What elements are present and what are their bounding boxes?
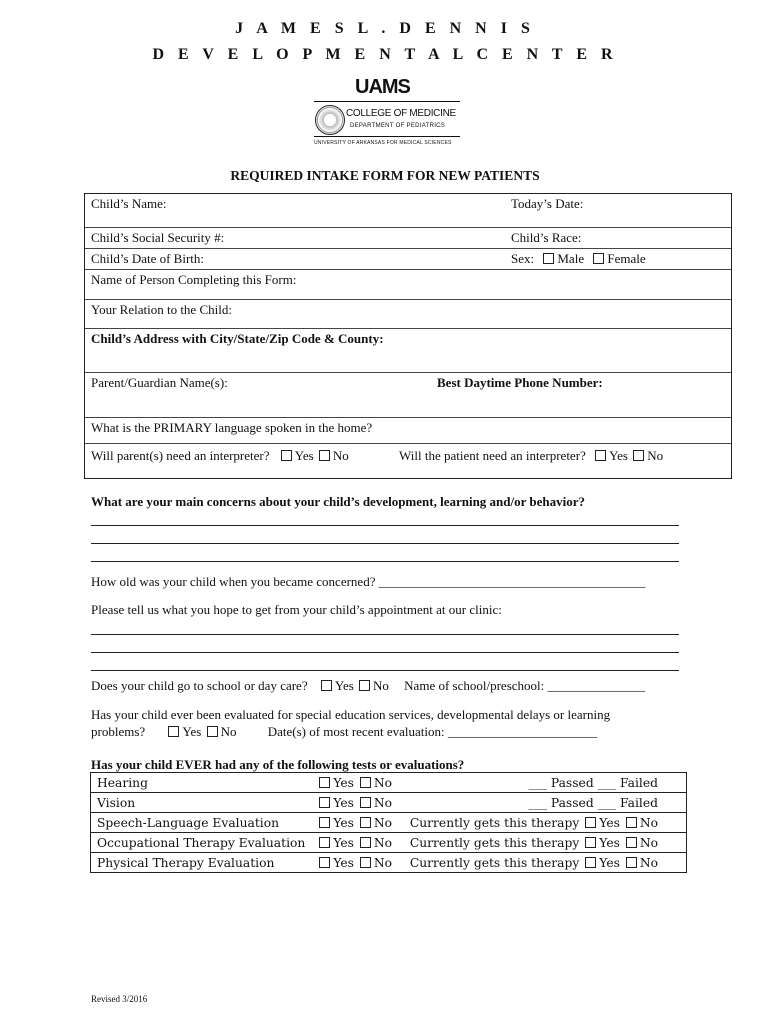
table-row <box>91 793 687 813</box>
ssn-label: Child’s Social Security #: <box>91 230 225 245</box>
row-child-name <box>85 194 731 228</box>
test-yes-no <box>311 813 404 833</box>
table-row <box>91 773 687 793</box>
test-yes-no <box>311 833 404 853</box>
yes-label: Yes <box>333 775 354 790</box>
row-dob <box>85 249 731 270</box>
yes-label: Yes <box>599 815 620 830</box>
test-status: ___ Passed ___ Failed <box>404 773 687 793</box>
test-name: Occupational Therapy Evaluation <box>91 833 312 853</box>
test-yes-checkbox[interactable] <box>319 837 330 848</box>
todays-date-label: Today’s Date: <box>511 196 584 211</box>
test-status <box>404 813 687 833</box>
parent-interpreter-field <box>91 448 349 464</box>
evaluated-question-line1: Has your child ever been evaluated for special education services, developmental delays or learning <box>91 707 611 722</box>
test-name: Speech-Language Evaluation <box>91 813 312 833</box>
yes-label: Yes <box>182 724 202 739</box>
no-label: No <box>332 448 349 463</box>
yes-label: Yes <box>333 835 354 850</box>
test-status <box>404 853 687 873</box>
sex-label: Sex: <box>511 251 535 266</box>
test-yes-checkbox[interactable] <box>319 817 330 828</box>
child-name-label: Child’s Name: <box>91 196 167 211</box>
test-yes-no <box>311 853 404 873</box>
yes-label: Yes <box>333 795 354 810</box>
logo-brand: UAMS <box>355 76 410 98</box>
test-yes-checkbox[interactable] <box>319 797 330 808</box>
no-label: No <box>373 815 393 830</box>
male-checkbox[interactable] <box>543 253 554 264</box>
test-no-checkbox[interactable] <box>360 857 371 868</box>
school-name-label: Name of school/preschool: _______________ <box>404 678 645 693</box>
table-row <box>91 833 687 853</box>
test-yes-no <box>311 773 404 793</box>
logo-university: UNIVERSITY OF ARKANSAS FOR MEDICAL SCIENCES <box>314 140 452 146</box>
therapy-yes-checkbox[interactable] <box>585 857 596 868</box>
therapy-label: Currently gets this therapy <box>409 815 580 830</box>
center-name-line1: J A M E S L . D E N N I S <box>235 20 535 37</box>
yes-label: Yes <box>294 448 314 463</box>
evaluated-label: problems? <box>91 724 146 739</box>
concerns-answer-line[interactable] <box>91 543 679 544</box>
center-name-line2: D E V E L O P M E N T A L C E N T E R <box>152 46 618 63</box>
therapy-label: Currently gets this therapy <box>409 835 580 850</box>
therapy-no-checkbox[interactable] <box>626 817 637 828</box>
yes-label: Yes <box>334 678 354 693</box>
dob-label: Child’s Date of Birth: <box>91 251 205 266</box>
logo-rule-bottom <box>314 136 460 137</box>
no-label: No <box>373 795 393 810</box>
yes-label: Yes <box>599 855 620 870</box>
form-title: REQUIRED INTAKE FORM FOR NEW PATIENTS <box>230 168 540 183</box>
therapy-no-checkbox[interactable] <box>626 857 637 868</box>
sex-field <box>511 251 646 267</box>
no-label: No <box>373 835 393 850</box>
row-interpreter <box>85 444 731 477</box>
seal-icon <box>315 105 345 135</box>
school-no-checkbox[interactable] <box>359 680 370 691</box>
evaluated-question-line2 <box>91 724 597 740</box>
school-yes-checkbox[interactable] <box>321 680 332 691</box>
no-label: No <box>373 855 393 870</box>
hope-answer-line[interactable] <box>91 670 679 671</box>
evaluated-no-checkbox[interactable] <box>207 726 218 737</box>
row-relation <box>85 300 731 329</box>
patient-interpreter-yes-checkbox[interactable] <box>595 450 606 461</box>
test-no-checkbox[interactable] <box>360 817 371 828</box>
parent-interpreter-yes-checkbox[interactable] <box>281 450 292 461</box>
address-label: Child’s Address with City/State/Zip Code & County: <box>91 331 384 346</box>
how-old-question: How old was your child when you became concerned? _________________________________________ <box>91 574 646 589</box>
person-completing-label: Name of Person Completing this Form: <box>91 272 297 287</box>
row-ssn <box>85 228 731 249</box>
no-label: No <box>639 815 658 830</box>
test-no-checkbox[interactable] <box>360 777 371 788</box>
tests-table <box>90 772 687 873</box>
hope-answer-line[interactable] <box>91 634 679 635</box>
concerns-answer-line[interactable] <box>91 561 679 562</box>
test-name: Physical Therapy Evaluation <box>91 853 312 873</box>
patient-interpreter-field <box>399 448 663 464</box>
phone-label: Best Daytime Phone Number: <box>437 375 603 390</box>
concerns-question: What are your main concerns about your child’s development, learning and/or behavior? <box>91 494 586 509</box>
hope-answer-line[interactable] <box>91 652 679 653</box>
no-label: No <box>639 835 658 850</box>
test-yes-no <box>311 793 404 813</box>
therapy-label: Currently gets this therapy <box>409 855 580 870</box>
no-label: No <box>220 724 237 739</box>
logo-college: COLLEGE OF MEDICINE <box>346 108 456 119</box>
no-label: No <box>647 448 664 463</box>
test-no-checkbox[interactable] <box>360 837 371 848</box>
yes-label: Yes <box>333 815 354 830</box>
row-guardian <box>85 373 731 418</box>
parent-interpreter-no-checkbox[interactable] <box>319 450 330 461</box>
language-label: What is the PRIMARY language spoken in the home? <box>91 420 373 435</box>
test-yes-checkbox[interactable] <box>319 857 330 868</box>
female-checkbox[interactable] <box>593 253 604 264</box>
hope-question: Please tell us what you hope to get from your child’s appointment at our clinic: <box>91 602 502 617</box>
therapy-no-checkbox[interactable] <box>626 837 637 848</box>
row-language <box>85 418 731 444</box>
no-label: No <box>373 775 393 790</box>
patient-interpreter-label: Will the patient need an interpreter? <box>399 448 586 463</box>
logo-rule-top <box>314 101 460 102</box>
school-question <box>91 678 645 694</box>
test-yes-checkbox[interactable] <box>319 777 330 788</box>
relation-label: Your Relation to the Child: <box>91 302 232 317</box>
concerns-answer-line[interactable] <box>91 525 679 526</box>
eval-date-label: Date(s) of most recent evaluation: _______________________ <box>267 724 598 739</box>
therapy-yes-checkbox[interactable] <box>585 817 596 828</box>
therapy-yes-checkbox[interactable] <box>585 837 596 848</box>
male-label: Male <box>557 251 585 266</box>
no-label: No <box>373 678 389 693</box>
yes-label: Yes <box>599 835 620 850</box>
row-address <box>85 329 731 373</box>
evaluated-yes-checkbox[interactable] <box>168 726 179 737</box>
race-label: Child’s Race: <box>511 230 582 245</box>
row-person-completing <box>85 270 731 300</box>
school-label: Does your child go to school or day care? <box>91 678 308 693</box>
test-name: Hearing <box>91 773 312 793</box>
table-row <box>91 813 687 833</box>
test-status: ___ Passed ___ Failed <box>404 793 687 813</box>
test-no-checkbox[interactable] <box>360 797 371 808</box>
yes-label: Yes <box>609 448 628 463</box>
table-row <box>91 853 687 873</box>
tests-heading: Has your child EVER had any of the following tests or evaluations? <box>91 757 465 772</box>
guardian-label: Parent/Guardian Name(s): <box>91 375 228 390</box>
patient-info-box <box>84 193 732 479</box>
yes-label: Yes <box>333 855 354 870</box>
test-status <box>404 833 687 853</box>
patient-interpreter-no-checkbox[interactable] <box>633 450 644 461</box>
revision-footer: Revised 3/2016 <box>91 994 148 1004</box>
female-label: Female <box>607 251 646 266</box>
logo-department: DEPARTMENT OF PEDIATRICS <box>350 123 446 129</box>
parent-interpreter-label: Will parent(s) need an interpreter? <box>91 448 270 463</box>
test-name: Vision <box>91 793 312 813</box>
no-label: No <box>639 855 658 870</box>
uams-logo <box>310 76 460 152</box>
